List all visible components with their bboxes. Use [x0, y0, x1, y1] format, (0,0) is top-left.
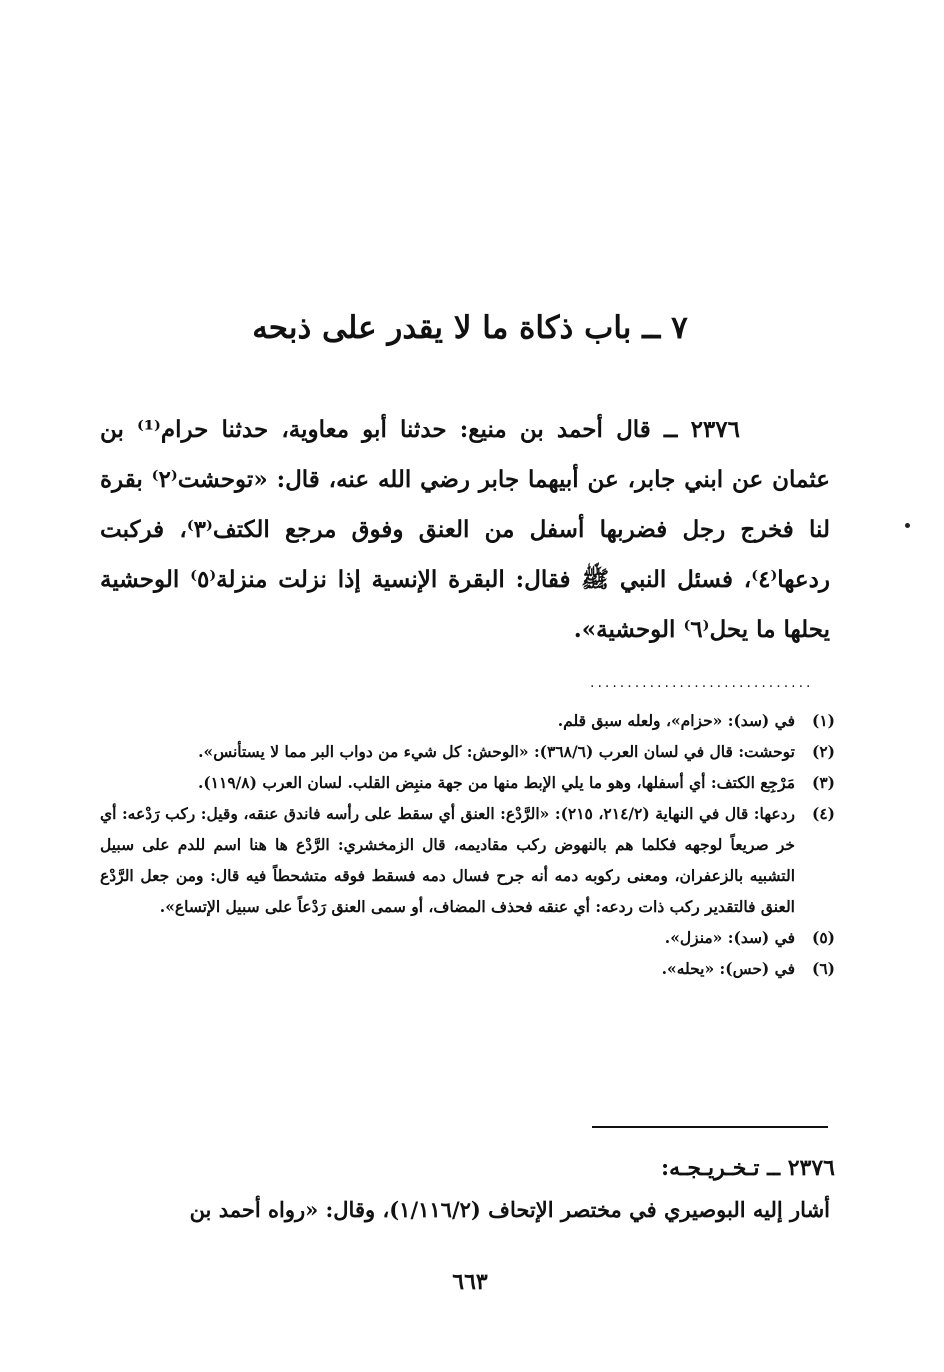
footnote — [100, 767, 835, 798]
footnote-text: في (حس): «يحله». — [661, 959, 795, 978]
takhrij-text: أشار إليه البوصيري في مختصر الإتحاف (١/١١٦/٢)، وقال: «رواه أحمد بن — [189, 1197, 830, 1222]
footnote-number: (١) — [811, 711, 835, 730]
footnote-text: توحشت: قال في لسان العرب (٣٦٨/٦): «الوحش: كل شيء من دواب البر مما لا يستأنس». — [198, 742, 795, 761]
footnote — [100, 922, 835, 953]
footnote-number: (٥) — [811, 928, 835, 947]
footnote — [100, 953, 835, 984]
footnote-number: (٢) — [811, 742, 835, 761]
footnote-text: في (سد): «منزل». — [664, 928, 795, 947]
footnote-number: (٦) — [811, 959, 835, 978]
footnote-text: في (سد): «حزام»، ولعله سبق قلم. — [557, 711, 795, 730]
chapter-title: ٧ ــ باب ذكاة ما لا يقدر على ذبحه — [252, 310, 688, 346]
page-number: ٦٦٣ — [452, 1269, 488, 1295]
footnote-number: (٣) — [811, 773, 835, 792]
footnote — [100, 798, 835, 922]
hadith-paragraph: ٢٣٧٦ ــ قال أحمد بن منيع: حدثنا أبو معاوية، حدثنا حرام⁽¹⁾ بن عثمان عن ابني جابر، عن أبيهما جابر رضي الله عنه، قال: «توحشت⁽٢⁾ بقرة لنا فخرج رجل فضربها أسفل من العنق وفوق مرجع الكتف⁽٣⁾، فركبت ردعها⁽٤⁾، فسئل النبي ﷺ فقال: البقرة الإنسية إذا نزلت منزلة⁽٥⁾ الوحشية يحلها ما يحل⁽٦⁾ الوحشية». — [100, 416, 831, 643]
footnote — [100, 736, 835, 767]
footnote-text: ردعها: قال في النهاية (٢١٤/٢، ٢١٥): «الرَّدْع: العنق أي سقط على رأسه فاندق عنقه، وقيل: ركب رَدْعه: أي خر صريعاً لوجهه فكلما هم بالنهوض ركب مقاديمه، قال الزمخشري: الرَّدْع ها هنا اسم للدم على سبيل التشبيه بالزعفران، ومعنى ركوبه دمه أنه جرح فسال دمه فسقط فوقه متشحطاً فيه قال: ومن جعل الرَّدْع العنق فالتقدير ركب ذات ردعه: أي عنقه فحذف المضاف، أو سمى العنق رَدْعاً على سبيل الإتساع». — [100, 804, 795, 916]
footnote-separator-dots: .............................. — [590, 675, 814, 691]
section-divider — [592, 1126, 828, 1128]
takhrij-heading: ٢٣٧٦ ــ تـخـريـجـه: — [661, 1155, 835, 1181]
scan-speck — [905, 523, 910, 528]
footnote — [100, 705, 835, 736]
hadith-text — [100, 405, 830, 655]
footnote-text: مَرْجِع الكتف: أي أسفلها، وهو ما يلي الإبط منها من جهة منبِض القلب. لسان العرب (١١٩/٨). — [197, 773, 795, 792]
footnote-number: (٤) — [811, 804, 835, 823]
footnotes — [100, 705, 835, 984]
